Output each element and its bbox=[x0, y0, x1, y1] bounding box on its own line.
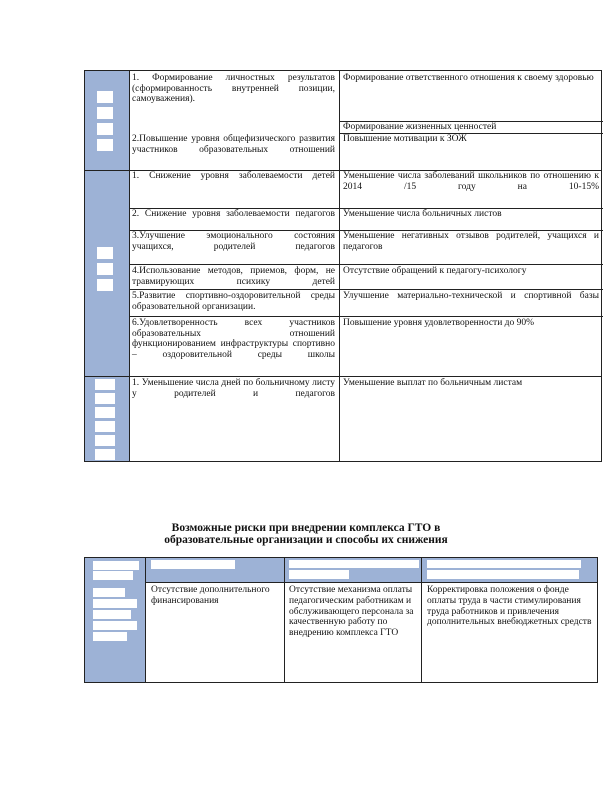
redacted-block bbox=[427, 570, 579, 579]
table-cell-effect: Уменьшение выплат по больничным листам bbox=[343, 378, 523, 388]
redacted-block bbox=[97, 123, 113, 135]
table-cell-goal: 2. Снижение уровня заболеваемости педагогов bbox=[132, 209, 335, 219]
table-cell-cause: Отсутствие механизма оплаты педагогическим работникам и обслуживающего персонала за качественную работу по внедрению комплекса ГТО bbox=[289, 585, 414, 639]
redacted-block bbox=[93, 588, 125, 597]
risks-table bbox=[84, 557, 598, 683]
redacted-block bbox=[97, 139, 113, 151]
redacted-block bbox=[93, 561, 139, 570]
table-cell-effect: Улучшение материально-технической и спортивной базы bbox=[343, 291, 599, 301]
row-divider bbox=[129, 316, 603, 317]
row-divider bbox=[85, 376, 601, 377]
table-cell-effect: Формирование ответственного отношения к своему здоровью bbox=[343, 73, 594, 83]
table-cell-effect: Уменьшение числа заболеваний школьников по отношению к 2014 /15 году на 10-15% bbox=[343, 171, 599, 192]
table-cell-goal: 2.Повышение уровня общефизического развития участников образовательных отношений bbox=[132, 134, 335, 155]
redacted-block bbox=[97, 247, 113, 259]
table-cell-goal: 6.Удовлетворенность всех участников образовательных отношений функционированием инфраструктуры спортивно – оздоровительной среды школы bbox=[132, 318, 335, 360]
column-divider bbox=[339, 71, 340, 461]
redacted-block bbox=[93, 571, 133, 580]
redacted-block bbox=[95, 449, 115, 460]
column-divider bbox=[284, 558, 285, 682]
section-title-line-2: образовательные организации и способы их снижения bbox=[164, 534, 448, 546]
row-divider bbox=[129, 289, 603, 290]
row-divider bbox=[129, 264, 603, 265]
redacted-block bbox=[97, 91, 113, 103]
column-divider bbox=[421, 558, 422, 682]
section-title-line-1: Возможные риски при внедрении комплекса ГТО в bbox=[171, 522, 441, 534]
table-cell-effect: Формирование жизненных ценностей bbox=[343, 122, 497, 132]
redacted-block bbox=[95, 393, 115, 404]
redacted-block bbox=[93, 632, 127, 641]
redacted-block bbox=[289, 560, 419, 568]
table-cell-goal: 5.Развитие спортивно-оздоровительной среды образовательной организации. bbox=[132, 291, 335, 312]
redacted-block bbox=[151, 560, 235, 569]
redacted-block bbox=[93, 610, 131, 619]
redacted-block bbox=[93, 621, 137, 630]
redacted-block bbox=[95, 421, 115, 432]
redacted-block bbox=[97, 263, 113, 275]
redacted-block bbox=[97, 279, 113, 291]
table-cell-effect: Уменьшение числа больничных листов bbox=[343, 209, 502, 219]
redacted-block bbox=[93, 599, 137, 608]
table-cell-goal: 1. Формирование личностных результатов (сформированность внутренней позиции, самоуважения). bbox=[132, 73, 335, 105]
table-cell-goal: 1. Снижение уровня заболеваемости детей bbox=[132, 171, 335, 181]
redacted-block bbox=[95, 407, 115, 418]
table-cell-effect: Повышение уровня удовлетворенности до 90% bbox=[343, 318, 535, 328]
effects-table bbox=[84, 70, 602, 462]
redacted-block bbox=[95, 435, 115, 446]
table-cell-goal: 3.Улучшение эмоционального состояния учащихся, родителей педагогов bbox=[132, 231, 335, 252]
redacted-block bbox=[427, 560, 581, 568]
table-cell-risk: Отсутствие дополнительного финансирования bbox=[151, 585, 270, 606]
table-cell-goal: 1. Уменьшение числа дней по больничному листу у родителей и педагогов bbox=[132, 378, 335, 399]
table-cell-effect: Отсутствие обращений к педагогу-психологу bbox=[343, 266, 527, 276]
table-cell-solution: Корректировка положения о фонде оплаты труда в части стимулирования труда работников и привлечения дополнительных внебюджетных средств bbox=[427, 585, 592, 628]
table-cell-effect: Уменьшение негативных отзывов родителей, учащихся и педагогов bbox=[343, 231, 599, 252]
redacted-block bbox=[95, 379, 115, 390]
table-cell-effect: Повышение мотивации к ЗОЖ bbox=[343, 134, 467, 144]
redacted-block bbox=[289, 570, 349, 579]
redacted-block bbox=[97, 107, 113, 119]
table-cell-goal: 4.Использование методов, приемов, форм, не травмирующих психику детей bbox=[132, 266, 335, 287]
